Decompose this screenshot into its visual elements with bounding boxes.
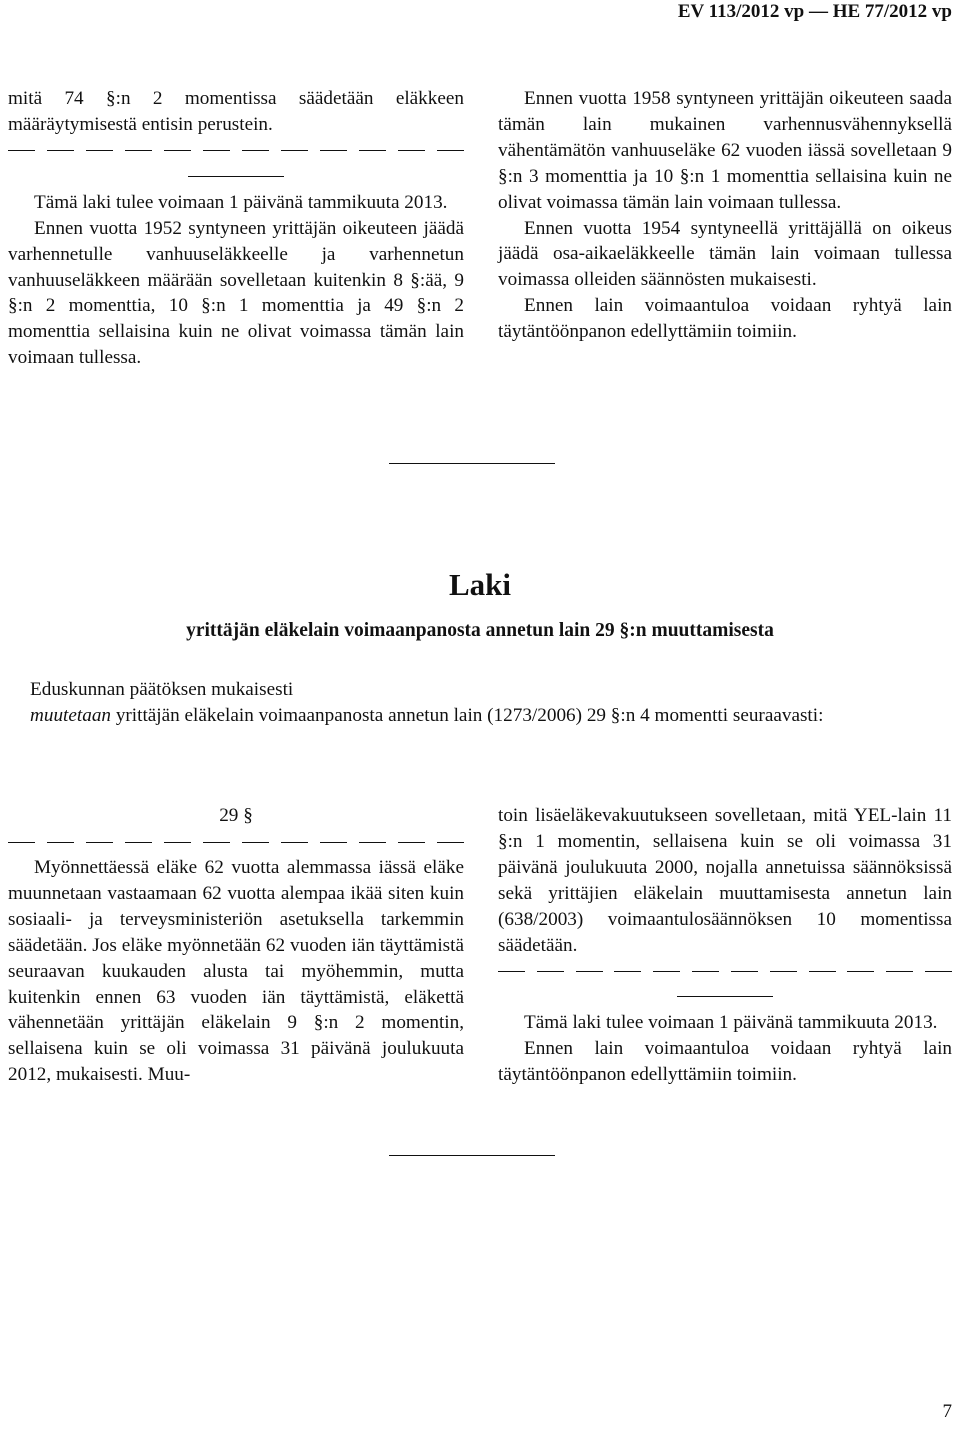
short-rule <box>498 984 952 1010</box>
paragraph: Ennen vuotta 1952 syntyneen yrittäjän oikeuteen jäädä varhennetulle vanhuuseläkkeelle ja varhennetun vanhuuseläkkeen määrään sovelletaan kuitenkin 8 §:ää, 9 §:n 2 momenttia, 10 §:n 1 momenttia ja 49 §:n 2 momenttia sellaisina kuin ne olivat voimassa tämän lain voimaan tullessa. <box>8 217 464 369</box>
amendment-keyword: muutetaan <box>30 704 112 726</box>
page-header: EV 113/2012 vp — HE 77/2012 vp <box>677 1 952 22</box>
bottom-left-column <box>8 803 464 1088</box>
separator-line <box>389 1155 555 1156</box>
paragraph: Ennen lain voimaantuloa voidaan ryhtyä lain täytäntöönpanon edellyttämiin toimiin. <box>498 295 952 343</box>
top-right-column <box>498 86 952 345</box>
paragraph: Ennen vuotta 1958 syntyneen yrittäjän oikeuteen saada tämän lain mukainen varhennusvähennyksellä vähentämätön vanhuuseläke 62 vuoden iässä sovelletaan 9 §:n 3 momenttia ja 10 §:n 1 momenttia sellaisina kuin ne olivat voimassa tämän lain voimaan tullessa. <box>498 88 952 213</box>
law-title: Laki <box>448 567 512 602</box>
paragraph: mitä 74 §:n 2 momentissa säädetään eläkkeen määräytymisestä entisin perustein. <box>8 88 464 135</box>
paragraph: toin lisäeläkevakuutukseen sovelletaan, mitä YEL-lain 11 §:n 1 momentin, sellaisena kuin se oli voimassa 31 päivänä joulukuuta 2000, nojalla annetuissa säännöksissä sekä yrittäjien eläkelain muuttamisesta annetun lain (638/2003) voimaantulosäännöksen 10 momentissa säädetään. <box>498 805 952 956</box>
section-heading: 29 § <box>219 805 253 826</box>
law-subtitle: yrittäjän eläkelain voimaanpanosta annetun lain 29 §:n muuttamisesta <box>186 620 774 641</box>
paragraph: Myönnettäessä eläke 62 vuotta alemmassa iässä eläke muunnetaan vastaamaan 62 vuotta alempaa ikää siten kuin sosiaali- ja terveysministeriön asetuksella tarkemmin säädetään. Jos eläke myönnetään 62 vuoden iän täyttämistä seuraavan kuukauden alusta tai myöhemmin, mutta kuitenkin ennen 63 vuoden iän täyttämistä, eläkettä vähennetään yrittäjän eläkelain 9 §:n 2 momentin, sellaisena kuin se oli voimassa 31 päivänä joulukuuta 2012, mukaisesti. Muu- <box>8 857 464 1086</box>
omission-dashes <box>498 958 952 984</box>
bottom-right-column <box>498 803 952 1088</box>
intro-line: Eduskunnan päätöksen mukaisesti <box>30 679 294 700</box>
short-rule <box>8 164 464 190</box>
top-left-column <box>8 86 464 371</box>
separator-line <box>389 463 555 464</box>
amendment-text: yrittäjän eläkelain voimaanpanosta annetun lain (1273/2006) 29 §:n 4 momentti seuraavasti: <box>111 704 824 726</box>
amendment-clause <box>8 703 952 729</box>
paragraph: Tämä laki tulee voimaan 1 päivänä tammikuuta 2013. <box>34 191 448 213</box>
paragraph: Ennen vuotta 1954 syntyneellä yrittäjällä on oikeus jäädä osa-aikaeläkkeelle tämän lain voimaan tullessa voimassa olleiden säännösten mukaisesti. <box>498 217 952 291</box>
omission-dashes <box>8 829 464 855</box>
paragraph: Tämä laki tulee voimaan 1 päivänä tammikuuta 2013. <box>524 1012 938 1034</box>
law-intro <box>8 677 952 729</box>
page-number: 7 <box>942 1401 952 1422</box>
paragraph: Ennen lain voimaantuloa voidaan ryhtyä lain täytäntöönpanon edellyttämiin toimiin. <box>498 1038 952 1086</box>
omission-dashes <box>8 138 464 164</box>
